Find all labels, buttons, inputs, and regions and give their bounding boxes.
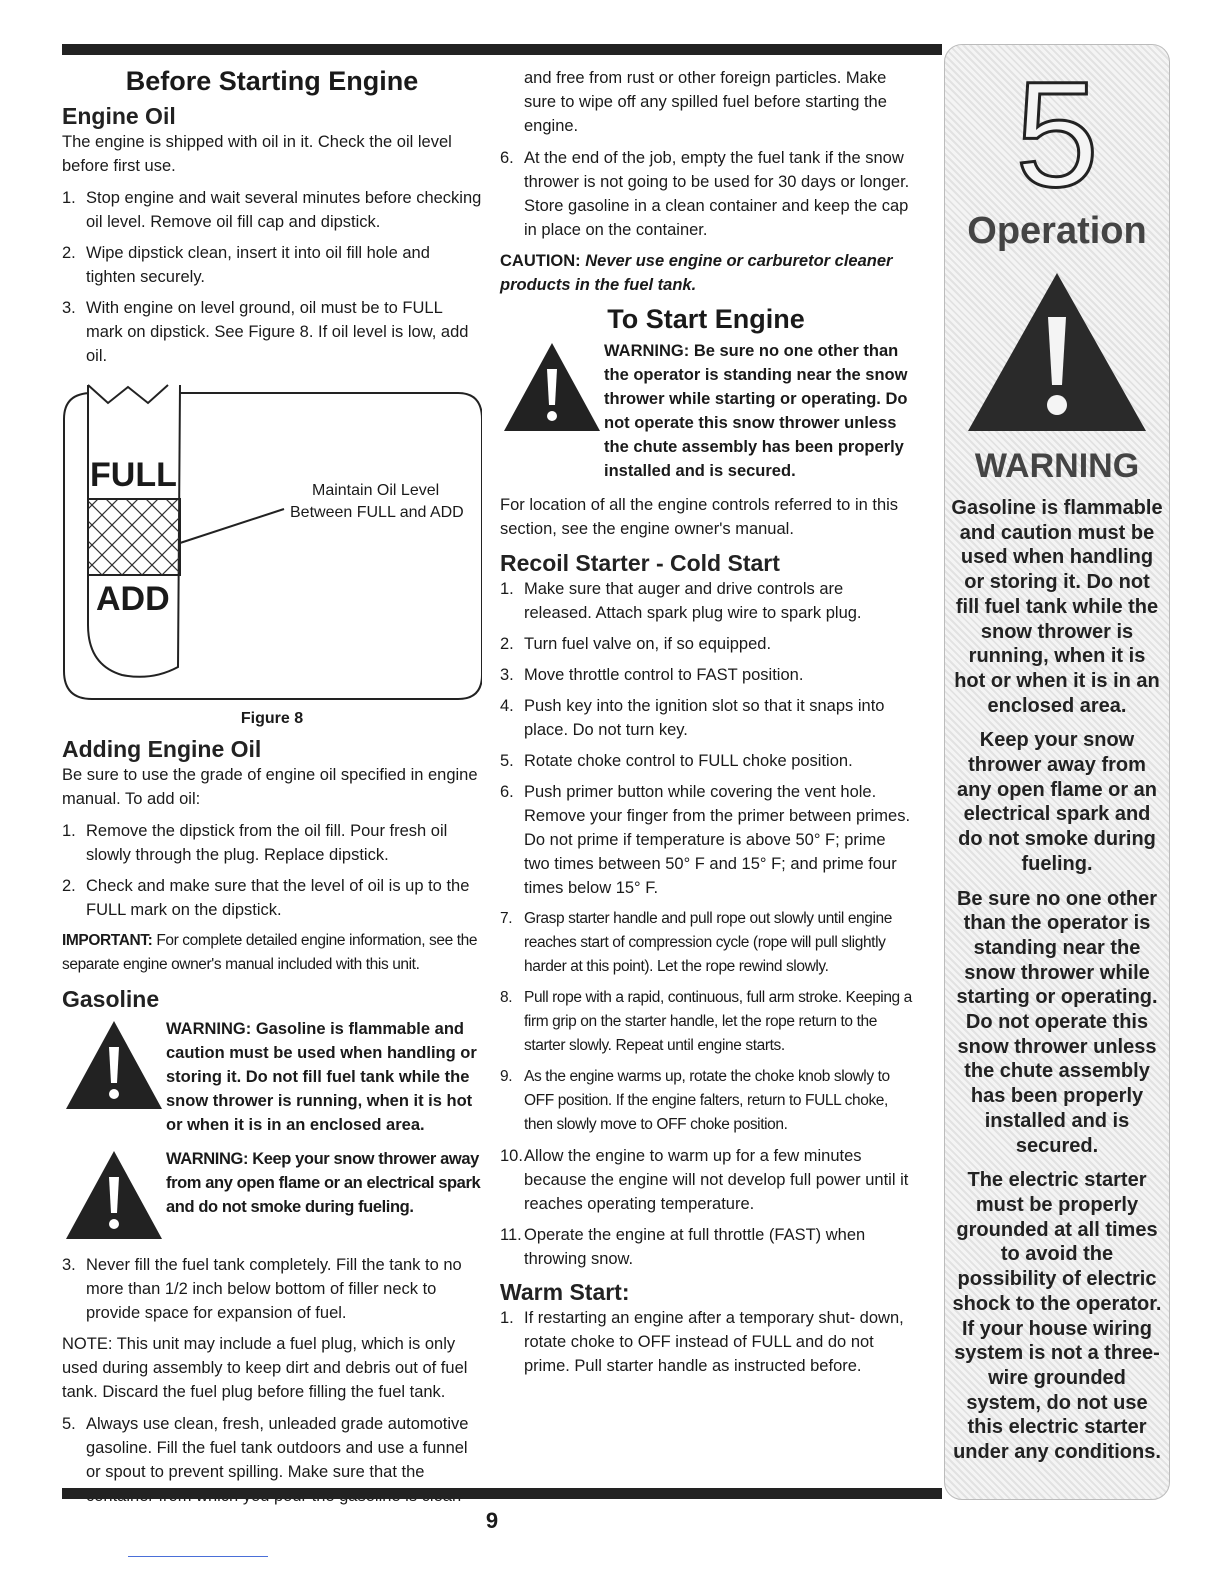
- warning-triangle-icon: [500, 339, 604, 435]
- adding-oil-heading: Adding Engine Oil: [62, 736, 262, 762]
- start-engine-warning: [500, 339, 912, 483]
- warning-triangle-icon: [62, 1017, 166, 1113]
- sidebar-warning-text: [945, 496, 1169, 1465]
- dipstick-figure: [62, 375, 482, 705]
- gasoline-heading: Gasoline: [62, 986, 160, 1012]
- warning-triangle-icon: [962, 267, 1152, 437]
- list-item: 9. As the engine warms up, rotate the choke knob slowly to OFF position. If the engine falters, return to FULL choke, then slowly move to OFF choke position.: [500, 1068, 890, 1133]
- chapter-number: 5: [1015, 50, 1099, 218]
- add-mark-label: ADD: [96, 580, 170, 618]
- operation-sidebar: [944, 44, 1170, 1500]
- figure-caption: Figure 8: [240, 710, 304, 727]
- gasoline-warning-1-text: WARNING: Gasoline is flammable and caution must be used when handling or storing it. Do not fill fuel tank while the snow thrower is running, when it is hot or when it is in an enclosed area.: [166, 1020, 477, 1134]
- gasoline-step-6: [500, 146, 912, 242]
- list-item: 7. Grasp starter handle and pull rope out slowly until engine reaches start of compression cycle (rope will pull slightly harder at this point). Let the rope rewind slowly.: [500, 910, 892, 975]
- gasoline-warning-1: [62, 1017, 482, 1137]
- engine-oil-steps: [62, 186, 482, 368]
- dipstick-illustration: [62, 375, 482, 705]
- start-engine-intro: For location of all the engine controls referred to in this section, see the engine owner's manual.: [500, 496, 899, 538]
- list-item: 2. Check and make sure that the level of oil is up to the FULL mark on the dipstick.: [62, 877, 470, 919]
- page-title: Before Starting Engine: [125, 66, 419, 96]
- warm-start-heading: Warm Start:: [500, 1279, 630, 1305]
- list-item: 5. Rotate choke control to FULL choke position.: [500, 752, 853, 770]
- list-item: 1. If restarting an engine after a temporary shut- down, rotate choke to OFF instead of FULL and do not prime. Pull starter handle as instructed before.: [500, 1309, 904, 1375]
- gasoline-warning-2: [62, 1147, 482, 1243]
- gasoline-continued: and free from rust or other foreign particles. Make sure to wipe off any spilled fuel before starting the engine.: [524, 69, 887, 135]
- callout-line-1: Maintain Oil Level: [312, 482, 440, 499]
- list-item: 1. Make sure that auger and drive controls are released. Attach spark plug wire to spark plug.: [500, 580, 862, 622]
- start-engine-warning-text: WARNING: Be sure no one other than the operator is standing near the snow thrower while starting or operating. Do not operate this snow thrower unless the chute assembly has been properly installed and is secured.: [604, 342, 908, 480]
- adding-oil-intro: Be sure to use the grade of engine oil specified in engine manual. To add oil:: [62, 766, 478, 808]
- list-item: 2. Turn fuel valve on, if so equipped.: [500, 635, 772, 653]
- page-number: 9: [485, 1508, 499, 1533]
- warm-start-steps: [500, 1306, 912, 1378]
- list-item: 2. Wipe dipstick clean, insert it into oil fill hole and tighten securely.: [62, 244, 430, 286]
- gasoline-warning-2-text: WARNING: Keep your snow thrower away from any open flame or an electrical spark and do not smoke during fueling.: [166, 1150, 481, 1216]
- list-item: 6. Push primer button while covering the vent hole. Remove your finger from the primer between primes. Do not prime if temperature is above 50° F; prime two times between 50° F and 15° F; and prime four times below 15° F.: [500, 783, 911, 897]
- adding-oil-steps: [62, 819, 482, 922]
- gasoline-step-3: [62, 1253, 482, 1325]
- left-column: [62, 64, 482, 1515]
- caution-note: CAUTION: Never use engine or carburetor cleaner products in the fuel tank.: [500, 252, 893, 294]
- chapter-title: Operation: [967, 210, 1147, 252]
- list-item: 3. Move throttle control to FAST position.: [500, 666, 804, 684]
- recoil-steps: [500, 577, 912, 1271]
- sidebar-paragraph: Keep your snow thrower away from any open flame or an electrical spark and do not smoke during fueling.: [956, 729, 1158, 875]
- warning-triangle-icon: [62, 1147, 166, 1243]
- right-column: [500, 66, 912, 1385]
- list-item: 3. With engine on level ground, oil must be to FULL mark on dipstick. See Figure 8. If oil level is low, add oil.: [62, 299, 469, 365]
- list-item: 4. Push key into the ignition slot so that it snaps into place. Do not turn key.: [500, 697, 885, 739]
- callout-line-2: Between FULL and ADD: [290, 504, 464, 521]
- important-note: IMPORTANT: For complete detailed engine information, see the separate engine owner's manual included with this unit.: [62, 932, 478, 973]
- list-item: 11. Operate the engine at full throttle (FAST) when throwing snow.: [500, 1226, 866, 1268]
- list-item: 10. Allow the engine to warm up for a few minutes because the engine will not develop full power until it reaches operating temperature.: [500, 1147, 909, 1213]
- start-engine-heading: To Start Engine: [607, 304, 805, 334]
- list-item: 1. Stop engine and wait several minutes before checking oil level. Remove oil fill cap and dipstick.: [62, 189, 482, 231]
- full-mark-label: FULL: [90, 456, 177, 494]
- recoil-heading: Recoil Starter - Cold Start: [500, 550, 780, 576]
- list-item: 5. Always use clean, fresh, unleaded grade automotive gasoline. Fill the fuel tank outdoors and use a funnel or spout to prevent spilling. Make sure that the: [62, 1415, 469, 1481]
- list-item: 8. Pull rope with a rapid, continuous, full arm stroke. Keeping a firm grip on the starter handle, let the rope return to the starter slowly. Repeat until engine starts.: [500, 989, 912, 1054]
- engine-oil-intro: The engine is shipped with oil in it. Check the oil level before first use.: [62, 133, 452, 175]
- list-item: 1. Remove the dipstick from the oil fill. Pour fresh oil slowly through the plug. Replace dipstick.: [62, 822, 448, 864]
- footer-link-line: [128, 1556, 268, 1557]
- sidebar-warning-title: WARNING: [974, 447, 1140, 485]
- list-item: 6. At the end of the job, empty the fuel tank if the snow thrower is not going to be used for 30 days or longer. Store gasoline in a clean container and keep the cap in place on the container.: [500, 149, 910, 239]
- sidebar-paragraph: The electric starter must be properly grounded at all times to avoid the possibility of electric shock to the operator. If your house wiring system is not a three-wire grounded system, do not use this electric starter under any conditions.: [952, 1169, 1162, 1464]
- footer-rule: [62, 1488, 942, 1499]
- sidebar-paragraph: Gasoline is flammable and caution must be used when handling or storing it. Do not fill fuel tank while the snow thrower is running, when it is hot or when it is in an enclosed area.: [951, 497, 1163, 717]
- sidebar-paragraph: Be sure no one other than the operator is standing near the snow thrower while starting or operating. Do not operate this snow thrower unless the chute assembly has been properly installed and is secured.: [956, 887, 1158, 1157]
- engine-oil-heading: Engine Oil: [62, 103, 176, 129]
- list-item: 3. Never fill the fuel tank completely. Fill the tank to no more than 1/2 inch below bottom of filler neck to provide space for expansion of fuel.: [62, 1256, 462, 1322]
- header-rule: [62, 44, 942, 55]
- fuel-plug-note: NOTE: This unit may include a fuel plug, which is only used during assembly to keep dirt and debris out of fuel tank. Discard the fuel plug before filling the fuel tank.: [62, 1335, 468, 1401]
